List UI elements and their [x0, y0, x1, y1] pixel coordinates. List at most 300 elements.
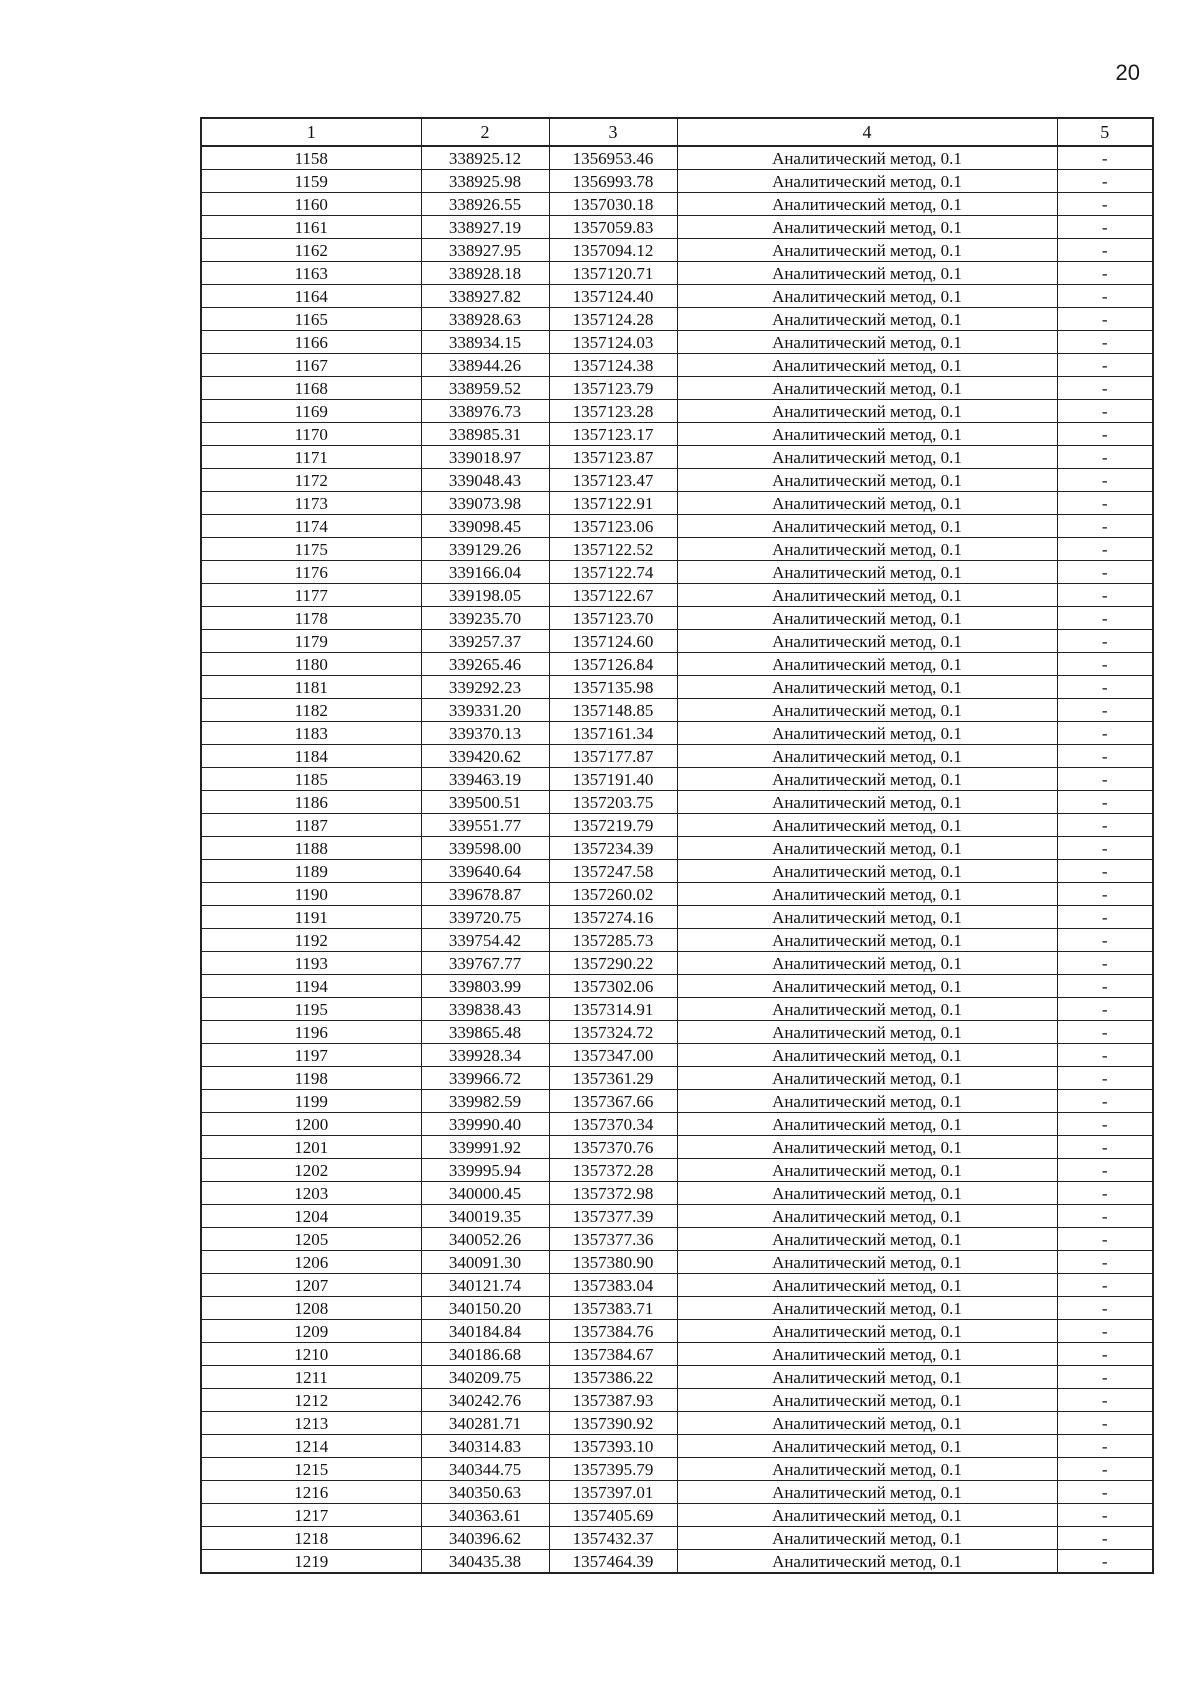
cell-y-coordinate: 1357432.37: [549, 1527, 677, 1550]
table-row: [201, 354, 1153, 377]
cell-method-accuracy: Аналитический метод, 0.1: [677, 768, 1057, 791]
cell-y-coordinate: 1357274.16: [549, 906, 677, 929]
cell-method-accuracy: Аналитический метод, 0.1: [677, 1550, 1057, 1574]
cell-point-number: 1175: [201, 538, 421, 561]
table-row: [201, 814, 1153, 837]
cell-point-number: 1217: [201, 1504, 421, 1527]
table-row: [201, 1458, 1153, 1481]
cell-method-accuracy: Аналитический метод, 0.1: [677, 354, 1057, 377]
table-row: [201, 745, 1153, 768]
cell-note: -: [1057, 492, 1153, 515]
cell-y-coordinate: 1357122.91: [549, 492, 677, 515]
cell-note: -: [1057, 331, 1153, 354]
table-row: [201, 1205, 1153, 1228]
cell-y-coordinate: 1357124.40: [549, 285, 677, 308]
cell-method-accuracy: Аналитический метод, 0.1: [677, 837, 1057, 860]
cell-note: -: [1057, 1021, 1153, 1044]
cell-method-accuracy: Аналитический метод, 0.1: [677, 1090, 1057, 1113]
cell-x-coordinate: 338928.18: [421, 262, 549, 285]
cell-x-coordinate: 339865.48: [421, 1021, 549, 1044]
table-row: [201, 1550, 1153, 1574]
cell-y-coordinate: 1357219.79: [549, 814, 677, 837]
cell-point-number: 1204: [201, 1205, 421, 1228]
cell-method-accuracy: Аналитический метод, 0.1: [677, 1435, 1057, 1458]
table-row: [201, 216, 1153, 239]
cell-point-number: 1192: [201, 929, 421, 952]
cell-method-accuracy: Аналитический метод, 0.1: [677, 929, 1057, 952]
cell-y-coordinate: 1356993.78: [549, 170, 677, 193]
table-row: [201, 722, 1153, 745]
cell-method-accuracy: Аналитический метод, 0.1: [677, 998, 1057, 1021]
cell-method-accuracy: Аналитический метод, 0.1: [677, 446, 1057, 469]
table-row: [201, 860, 1153, 883]
cell-method-accuracy: Аналитический метод, 0.1: [677, 906, 1057, 929]
table-row: [201, 1251, 1153, 1274]
cell-x-coordinate: 339235.70: [421, 607, 549, 630]
cell-point-number: 1188: [201, 837, 421, 860]
cell-method-accuracy: Аналитический метод, 0.1: [677, 1021, 1057, 1044]
cell-method-accuracy: Аналитический метод, 0.1: [677, 216, 1057, 239]
cell-point-number: 1205: [201, 1228, 421, 1251]
cell-point-number: 1210: [201, 1343, 421, 1366]
cell-note: -: [1057, 929, 1153, 952]
cell-x-coordinate: 340435.38: [421, 1550, 549, 1574]
cell-method-accuracy: Аналитический метод, 0.1: [677, 515, 1057, 538]
cell-method-accuracy: Аналитический метод, 0.1: [677, 1320, 1057, 1343]
cell-point-number: 1161: [201, 216, 421, 239]
cell-note: -: [1057, 1320, 1153, 1343]
header-col-3: 3: [549, 118, 677, 146]
cell-note: -: [1057, 906, 1153, 929]
cell-y-coordinate: 1357347.00: [549, 1044, 677, 1067]
cell-y-coordinate: 1357302.06: [549, 975, 677, 998]
cell-x-coordinate: 339754.42: [421, 929, 549, 952]
cell-x-coordinate: 339265.46: [421, 653, 549, 676]
cell-y-coordinate: 1357395.79: [549, 1458, 677, 1481]
table-row: [201, 952, 1153, 975]
header-row: [201, 118, 1153, 146]
table-row: [201, 906, 1153, 929]
table-row: [201, 837, 1153, 860]
cell-x-coordinate: 338928.63: [421, 308, 549, 331]
table-row: [201, 584, 1153, 607]
cell-x-coordinate: 340209.75: [421, 1366, 549, 1389]
cell-method-accuracy: Аналитический метод, 0.1: [677, 1527, 1057, 1550]
cell-method-accuracy: Аналитический метод, 0.1: [677, 308, 1057, 331]
cell-method-accuracy: Аналитический метод, 0.1: [677, 377, 1057, 400]
table-row: [201, 1481, 1153, 1504]
cell-x-coordinate: 338934.15: [421, 331, 549, 354]
cell-method-accuracy: Аналитический метод, 0.1: [677, 331, 1057, 354]
cell-note: -: [1057, 469, 1153, 492]
cell-y-coordinate: 1357123.47: [549, 469, 677, 492]
cell-point-number: 1208: [201, 1297, 421, 1320]
cell-point-number: 1178: [201, 607, 421, 630]
coordinates-table: [200, 117, 1154, 1574]
table-row: [201, 285, 1153, 308]
cell-y-coordinate: 1357405.69: [549, 1504, 677, 1527]
header-col-1: 1: [201, 118, 421, 146]
cell-note: -: [1057, 1297, 1153, 1320]
cell-y-coordinate: 1357380.90: [549, 1251, 677, 1274]
cell-point-number: 1172: [201, 469, 421, 492]
cell-x-coordinate: 339073.98: [421, 492, 549, 515]
cell-point-number: 1186: [201, 791, 421, 814]
cell-note: -: [1057, 1274, 1153, 1297]
cell-method-accuracy: Аналитический метод, 0.1: [677, 584, 1057, 607]
cell-y-coordinate: 1356953.46: [549, 146, 677, 170]
cell-x-coordinate: 339048.43: [421, 469, 549, 492]
cell-x-coordinate: 339500.51: [421, 791, 549, 814]
cell-x-coordinate: 339991.92: [421, 1136, 549, 1159]
table-row: [201, 170, 1153, 193]
cell-method-accuracy: Аналитический метод, 0.1: [677, 146, 1057, 170]
cell-x-coordinate: 340281.71: [421, 1412, 549, 1435]
cell-y-coordinate: 1357059.83: [549, 216, 677, 239]
cell-y-coordinate: 1357260.02: [549, 883, 677, 906]
cell-x-coordinate: 338926.55: [421, 193, 549, 216]
cell-y-coordinate: 1357135.98: [549, 676, 677, 699]
cell-x-coordinate: 339198.05: [421, 584, 549, 607]
cell-note: -: [1057, 1504, 1153, 1527]
cell-point-number: 1176: [201, 561, 421, 584]
cell-x-coordinate: 339257.37: [421, 630, 549, 653]
cell-y-coordinate: 1357370.34: [549, 1113, 677, 1136]
cell-method-accuracy: Аналитический метод, 0.1: [677, 1481, 1057, 1504]
cell-x-coordinate: 339990.40: [421, 1113, 549, 1136]
cell-note: -: [1057, 814, 1153, 837]
cell-note: -: [1057, 446, 1153, 469]
cell-note: -: [1057, 561, 1153, 584]
cell-note: -: [1057, 1182, 1153, 1205]
cell-point-number: 1184: [201, 745, 421, 768]
cell-note: -: [1057, 975, 1153, 998]
cell-note: -: [1057, 538, 1153, 561]
cell-point-number: 1180: [201, 653, 421, 676]
cell-note: -: [1057, 1251, 1153, 1274]
cell-x-coordinate: 340242.76: [421, 1389, 549, 1412]
cell-method-accuracy: Аналитический метод, 0.1: [677, 1458, 1057, 1481]
table-row: [201, 1504, 1153, 1527]
cell-method-accuracy: Аналитический метод, 0.1: [677, 1182, 1057, 1205]
cell-x-coordinate: 339838.43: [421, 998, 549, 1021]
table-row: [201, 1090, 1153, 1113]
cell-point-number: 1206: [201, 1251, 421, 1274]
cell-method-accuracy: Аналитический метод, 0.1: [677, 1504, 1057, 1527]
cell-note: -: [1057, 1067, 1153, 1090]
cell-note: -: [1057, 745, 1153, 768]
cell-method-accuracy: Аналитический метод, 0.1: [677, 791, 1057, 814]
table-row: [201, 699, 1153, 722]
cell-x-coordinate: 339767.77: [421, 952, 549, 975]
cell-method-accuracy: Аналитический метод, 0.1: [677, 745, 1057, 768]
cell-point-number: 1196: [201, 1021, 421, 1044]
cell-note: -: [1057, 1343, 1153, 1366]
cell-method-accuracy: Аналитический метод, 0.1: [677, 1412, 1057, 1435]
cell-point-number: 1207: [201, 1274, 421, 1297]
table-row: [201, 1366, 1153, 1389]
cell-method-accuracy: Аналитический метод, 0.1: [677, 814, 1057, 837]
cell-note: -: [1057, 1159, 1153, 1182]
cell-note: -: [1057, 791, 1153, 814]
cell-note: -: [1057, 630, 1153, 653]
cell-point-number: 1197: [201, 1044, 421, 1067]
cell-method-accuracy: Аналитический метод, 0.1: [677, 1274, 1057, 1297]
cell-note: -: [1057, 262, 1153, 285]
cell-method-accuracy: Аналитический метод, 0.1: [677, 1366, 1057, 1389]
cell-x-coordinate: 339098.45: [421, 515, 549, 538]
cell-point-number: 1183: [201, 722, 421, 745]
cell-method-accuracy: Аналитический метод, 0.1: [677, 1205, 1057, 1228]
cell-y-coordinate: 1357122.52: [549, 538, 677, 561]
cell-x-coordinate: 340184.84: [421, 1320, 549, 1343]
cell-method-accuracy: Аналитический метод, 0.1: [677, 860, 1057, 883]
table-row: [201, 883, 1153, 906]
cell-point-number: 1215: [201, 1458, 421, 1481]
cell-y-coordinate: 1357120.71: [549, 262, 677, 285]
cell-point-number: 1179: [201, 630, 421, 653]
cell-method-accuracy: Аналитический метод, 0.1: [677, 1159, 1057, 1182]
cell-point-number: 1159: [201, 170, 421, 193]
cell-point-number: 1201: [201, 1136, 421, 1159]
cell-x-coordinate: 340091.30: [421, 1251, 549, 1274]
cell-note: -: [1057, 1113, 1153, 1136]
cell-x-coordinate: 338925.98: [421, 170, 549, 193]
cell-y-coordinate: 1357314.91: [549, 998, 677, 1021]
cell-y-coordinate: 1357384.76: [549, 1320, 677, 1343]
cell-x-coordinate: 340344.75: [421, 1458, 549, 1481]
cell-x-coordinate: 338944.26: [421, 354, 549, 377]
cell-note: -: [1057, 676, 1153, 699]
cell-method-accuracy: Аналитический метод, 0.1: [677, 193, 1057, 216]
cell-x-coordinate: 340150.20: [421, 1297, 549, 1320]
table-row: [201, 308, 1153, 331]
cell-note: -: [1057, 768, 1153, 791]
table-row: [201, 262, 1153, 285]
cell-x-coordinate: 340186.68: [421, 1343, 549, 1366]
table-row: [201, 331, 1153, 354]
cell-point-number: 1169: [201, 400, 421, 423]
cell-y-coordinate: 1357203.75: [549, 791, 677, 814]
table-row: [201, 1136, 1153, 1159]
cell-y-coordinate: 1357122.67: [549, 584, 677, 607]
table-row: [201, 1412, 1153, 1435]
cell-note: -: [1057, 423, 1153, 446]
cell-y-coordinate: 1357247.58: [549, 860, 677, 883]
cell-x-coordinate: 339966.72: [421, 1067, 549, 1090]
cell-x-coordinate: 339995.94: [421, 1159, 549, 1182]
cell-y-coordinate: 1357191.40: [549, 768, 677, 791]
cell-point-number: 1202: [201, 1159, 421, 1182]
cell-point-number: 1213: [201, 1412, 421, 1435]
cell-x-coordinate: 338985.31: [421, 423, 549, 446]
cell-x-coordinate: 338927.82: [421, 285, 549, 308]
cell-x-coordinate: 338927.19: [421, 216, 549, 239]
cell-point-number: 1185: [201, 768, 421, 791]
cell-x-coordinate: 339598.00: [421, 837, 549, 860]
table-row: [201, 1389, 1153, 1412]
header-col-5: 5: [1057, 118, 1153, 146]
cell-method-accuracy: Аналитический метод, 0.1: [677, 423, 1057, 446]
cell-x-coordinate: 339463.19: [421, 768, 549, 791]
cell-point-number: 1181: [201, 676, 421, 699]
cell-x-coordinate: 339129.26: [421, 538, 549, 561]
cell-x-coordinate: 338925.12: [421, 146, 549, 170]
cell-method-accuracy: Аналитический метод, 0.1: [677, 1136, 1057, 1159]
table-row: [201, 193, 1153, 216]
cell-point-number: 1200: [201, 1113, 421, 1136]
cell-y-coordinate: 1357393.10: [549, 1435, 677, 1458]
cell-point-number: 1219: [201, 1550, 421, 1574]
cell-y-coordinate: 1357126.84: [549, 653, 677, 676]
cell-method-accuracy: Аналитический метод, 0.1: [677, 607, 1057, 630]
cell-method-accuracy: Аналитический метод, 0.1: [677, 699, 1057, 722]
header-col-4: 4: [677, 118, 1057, 146]
cell-y-coordinate: 1357383.71: [549, 1297, 677, 1320]
cell-x-coordinate: 340350.63: [421, 1481, 549, 1504]
cell-x-coordinate: 339982.59: [421, 1090, 549, 1113]
cell-method-accuracy: Аналитический метод, 0.1: [677, 952, 1057, 975]
cell-point-number: 1177: [201, 584, 421, 607]
cell-y-coordinate: 1357372.28: [549, 1159, 677, 1182]
cell-point-number: 1160: [201, 193, 421, 216]
cell-x-coordinate: 339018.97: [421, 446, 549, 469]
table-row: [201, 469, 1153, 492]
cell-method-accuracy: Аналитический метод, 0.1: [677, 469, 1057, 492]
cell-method-accuracy: Аналитический метод, 0.1: [677, 1297, 1057, 1320]
cell-y-coordinate: 1357161.34: [549, 722, 677, 745]
cell-y-coordinate: 1357384.67: [549, 1343, 677, 1366]
cell-x-coordinate: 339166.04: [421, 561, 549, 584]
cell-point-number: 1198: [201, 1067, 421, 1090]
cell-method-accuracy: Аналитический метод, 0.1: [677, 538, 1057, 561]
table-row: [201, 1228, 1153, 1251]
cell-note: -: [1057, 170, 1153, 193]
cell-note: -: [1057, 377, 1153, 400]
cell-y-coordinate: 1357123.79: [549, 377, 677, 400]
cell-note: -: [1057, 1044, 1153, 1067]
cell-y-coordinate: 1357124.28: [549, 308, 677, 331]
cell-method-accuracy: Аналитический метод, 0.1: [677, 722, 1057, 745]
cell-point-number: 1187: [201, 814, 421, 837]
cell-x-coordinate: 340363.61: [421, 1504, 549, 1527]
cell-note: -: [1057, 1090, 1153, 1113]
cell-x-coordinate: 339678.87: [421, 883, 549, 906]
cell-note: -: [1057, 1435, 1153, 1458]
page-number: 20: [1115, 60, 1140, 85]
cell-method-accuracy: Аналитический метод, 0.1: [677, 285, 1057, 308]
cell-point-number: 1158: [201, 146, 421, 170]
table-row: [201, 561, 1153, 584]
cell-method-accuracy: Аналитический метод, 0.1: [677, 1389, 1057, 1412]
cell-point-number: 1216: [201, 1481, 421, 1504]
cell-note: -: [1057, 239, 1153, 262]
cell-y-coordinate: 1357123.28: [549, 400, 677, 423]
table-row: [201, 607, 1153, 630]
cell-note: -: [1057, 1366, 1153, 1389]
cell-method-accuracy: Аналитический метод, 0.1: [677, 492, 1057, 515]
cell-note: -: [1057, 699, 1153, 722]
table-row: [201, 400, 1153, 423]
cell-method-accuracy: Аналитический метод, 0.1: [677, 1343, 1057, 1366]
cell-method-accuracy: Аналитический метод, 0.1: [677, 1113, 1057, 1136]
cell-note: -: [1057, 193, 1153, 216]
cell-point-number: 1168: [201, 377, 421, 400]
cell-note: -: [1057, 515, 1153, 538]
cell-point-number: 1173: [201, 492, 421, 515]
table-row: [201, 630, 1153, 653]
cell-note: -: [1057, 607, 1153, 630]
cell-x-coordinate: 340052.26: [421, 1228, 549, 1251]
table-row: [201, 515, 1153, 538]
table-row: [201, 146, 1153, 170]
cell-x-coordinate: 339331.20: [421, 699, 549, 722]
cell-method-accuracy: Аналитический метод, 0.1: [677, 262, 1057, 285]
cell-note: -: [1057, 146, 1153, 170]
cell-y-coordinate: 1357123.70: [549, 607, 677, 630]
cell-point-number: 1199: [201, 1090, 421, 1113]
cell-x-coordinate: 339292.23: [421, 676, 549, 699]
cell-method-accuracy: Аналитический метод, 0.1: [677, 676, 1057, 699]
cell-method-accuracy: Аналитический метод, 0.1: [677, 1228, 1057, 1251]
cell-y-coordinate: 1357030.18: [549, 193, 677, 216]
cell-y-coordinate: 1357177.87: [549, 745, 677, 768]
cell-point-number: 1167: [201, 354, 421, 377]
cell-note: -: [1057, 952, 1153, 975]
cell-point-number: 1194: [201, 975, 421, 998]
table-row: [201, 1159, 1153, 1182]
cell-point-number: 1203: [201, 1182, 421, 1205]
cell-point-number: 1190: [201, 883, 421, 906]
table-row: [201, 1320, 1153, 1343]
cell-point-number: 1162: [201, 239, 421, 262]
table-row: [201, 791, 1153, 814]
cell-note: -: [1057, 400, 1153, 423]
cell-y-coordinate: 1357377.36: [549, 1228, 677, 1251]
cell-point-number: 1211: [201, 1366, 421, 1389]
table-row: [201, 1044, 1153, 1067]
cell-y-coordinate: 1357387.93: [549, 1389, 677, 1412]
cell-y-coordinate: 1357122.74: [549, 561, 677, 584]
cell-y-coordinate: 1357367.66: [549, 1090, 677, 1113]
table-body: [201, 146, 1153, 1573]
cell-y-coordinate: 1357383.04: [549, 1274, 677, 1297]
table-row: [201, 929, 1153, 952]
cell-y-coordinate: 1357372.98: [549, 1182, 677, 1205]
table-row: [201, 1297, 1153, 1320]
cell-x-coordinate: 339803.99: [421, 975, 549, 998]
cell-note: -: [1057, 1481, 1153, 1504]
cell-y-coordinate: 1357124.38: [549, 354, 677, 377]
table-row: [201, 1274, 1153, 1297]
cell-method-accuracy: Аналитический метод, 0.1: [677, 239, 1057, 262]
cell-point-number: 1164: [201, 285, 421, 308]
table-row: [201, 653, 1153, 676]
cell-point-number: 1209: [201, 1320, 421, 1343]
table-row: [201, 676, 1153, 699]
cell-method-accuracy: Аналитический метод, 0.1: [677, 653, 1057, 676]
table-row: [201, 975, 1153, 998]
cell-x-coordinate: 340314.83: [421, 1435, 549, 1458]
cell-note: -: [1057, 1205, 1153, 1228]
cell-note: -: [1057, 1527, 1153, 1550]
cell-point-number: 1195: [201, 998, 421, 1021]
cell-note: -: [1057, 1136, 1153, 1159]
table-row: [201, 1527, 1153, 1550]
table-header: [201, 118, 1153, 146]
cell-x-coordinate: 340019.35: [421, 1205, 549, 1228]
cell-y-coordinate: 1357148.85: [549, 699, 677, 722]
